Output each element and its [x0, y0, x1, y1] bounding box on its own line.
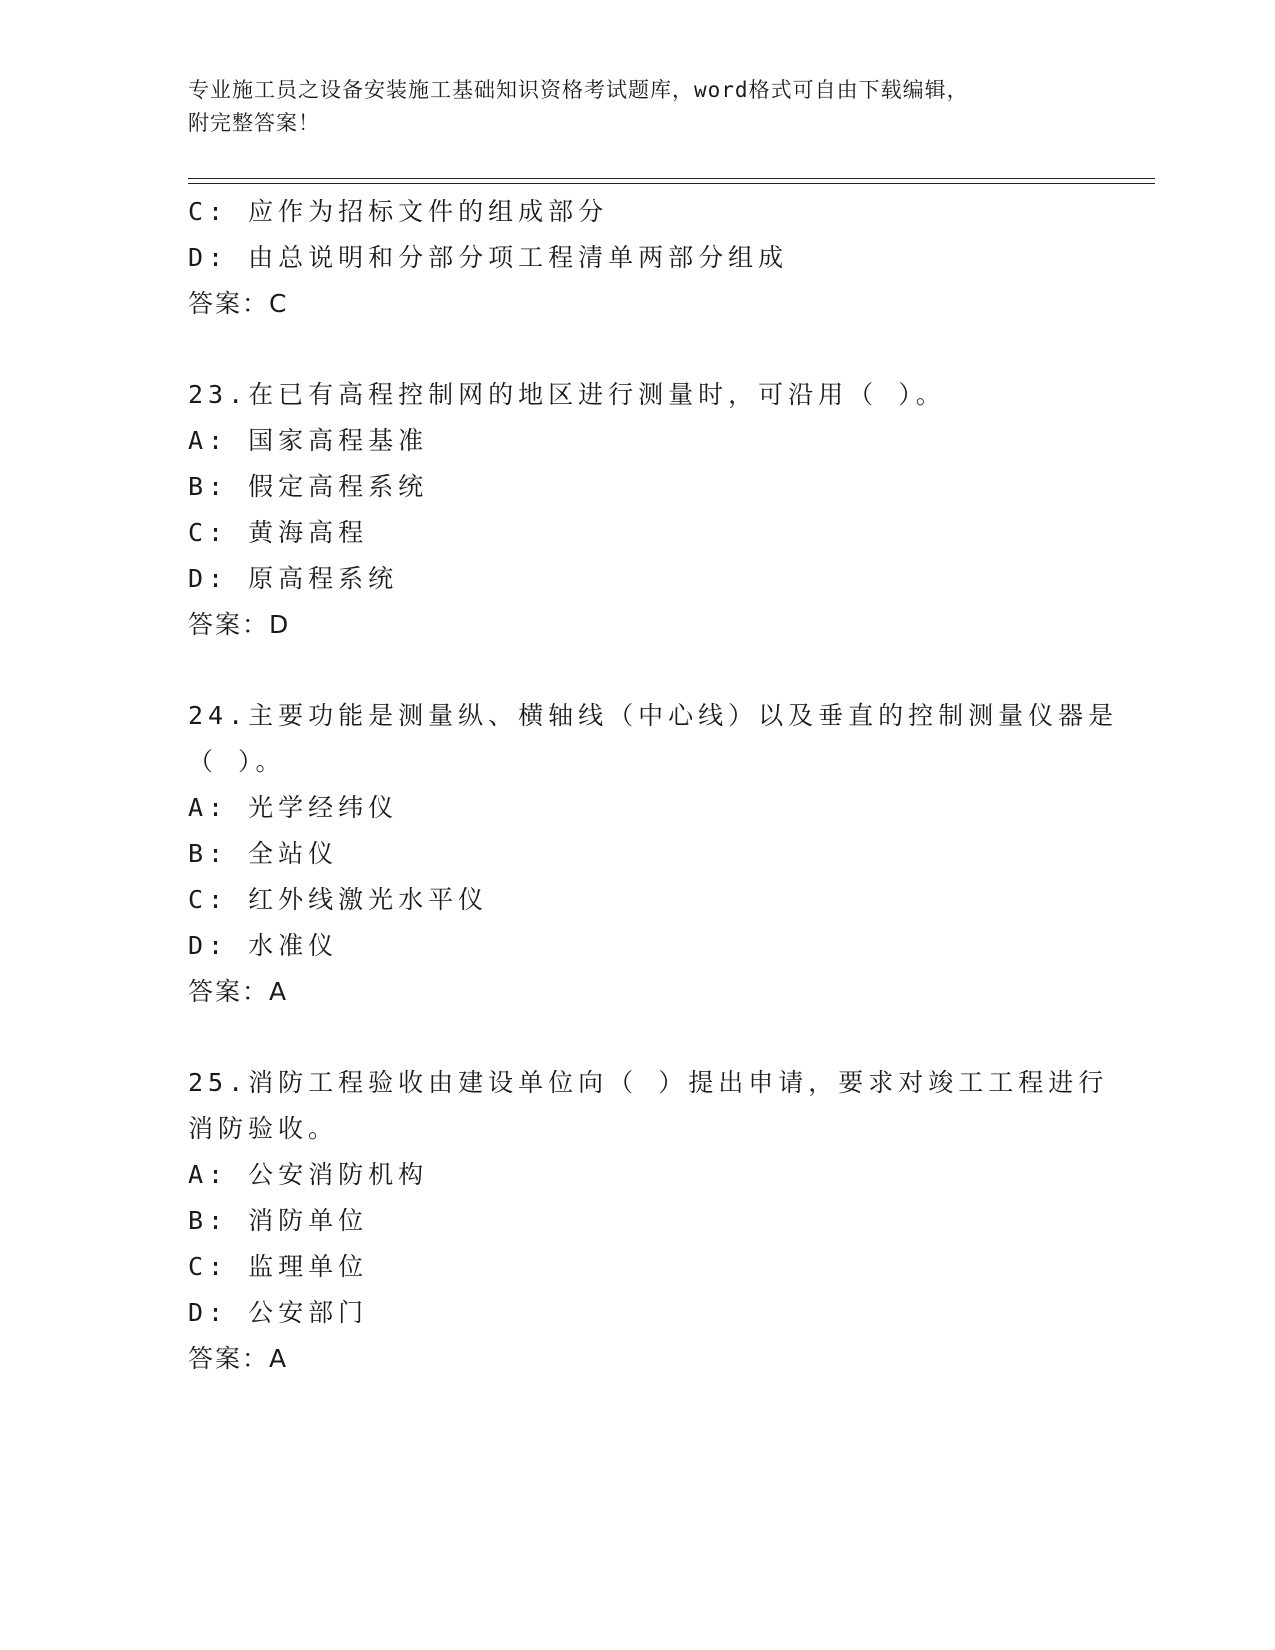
option-a: A: 国家高程基准	[188, 426, 429, 455]
question-block-23	[188, 372, 1078, 648]
header-line-1: 专业施工员之设备安装施工基础知识资格考试题库，word格式可自由下载编辑，	[188, 78, 969, 102]
option-a: A: 光学经纬仪	[188, 793, 399, 822]
option-d: D: 由总说明和分部分项工程清单两部分组成	[188, 243, 789, 272]
answer-line: 答案：D	[188, 610, 291, 639]
question-block-24	[188, 693, 1119, 1015]
header-line-2: 附完整答案！	[188, 111, 320, 135]
option-d: D: 水准仪	[188, 931, 339, 960]
option-a: A: 公安消防机构	[188, 1160, 429, 1189]
question-stem-continued: 消防验收。	[188, 1114, 339, 1143]
answer-line: 答案：A	[188, 1344, 289, 1373]
question-stem: 23.在已有高程控制网的地区进行测量时，可沿用（ ）。	[188, 380, 946, 409]
document-header	[188, 74, 1088, 140]
option-c: C: 应作为招标文件的组成部分	[188, 197, 609, 226]
question-stem: 25.消防工程验收由建设单位向（ ）提出申请，要求对竣工工程进行	[188, 1068, 1109, 1097]
question-list	[188, 189, 1119, 1382]
option-c: C: 监理单位	[188, 1252, 369, 1281]
answer-line: 答案：A	[188, 977, 289, 1006]
option-c: C: 红外线激光水平仪	[188, 885, 489, 914]
question-block-22	[188, 189, 1078, 327]
question-stem: 24.主要功能是测量纵、横轴线（中心线）以及垂直的控制测量仪器是	[188, 701, 1119, 730]
option-b: B: 假定高程系统	[188, 472, 429, 501]
question-block-25	[188, 1060, 1109, 1382]
option-d: D: 原高程系统	[188, 564, 399, 593]
answer-line: 答案：C	[188, 289, 289, 318]
option-d: D: 公安部门	[188, 1298, 369, 1327]
question-stem-continued: （ ）。	[188, 747, 286, 776]
header-divider-bottom	[188, 183, 1155, 184]
option-b: B: 消防单位	[188, 1206, 369, 1235]
option-b: B: 全站仪	[188, 839, 339, 868]
option-c: C: 黄海高程	[188, 518, 369, 547]
header-divider-top	[188, 178, 1155, 179]
